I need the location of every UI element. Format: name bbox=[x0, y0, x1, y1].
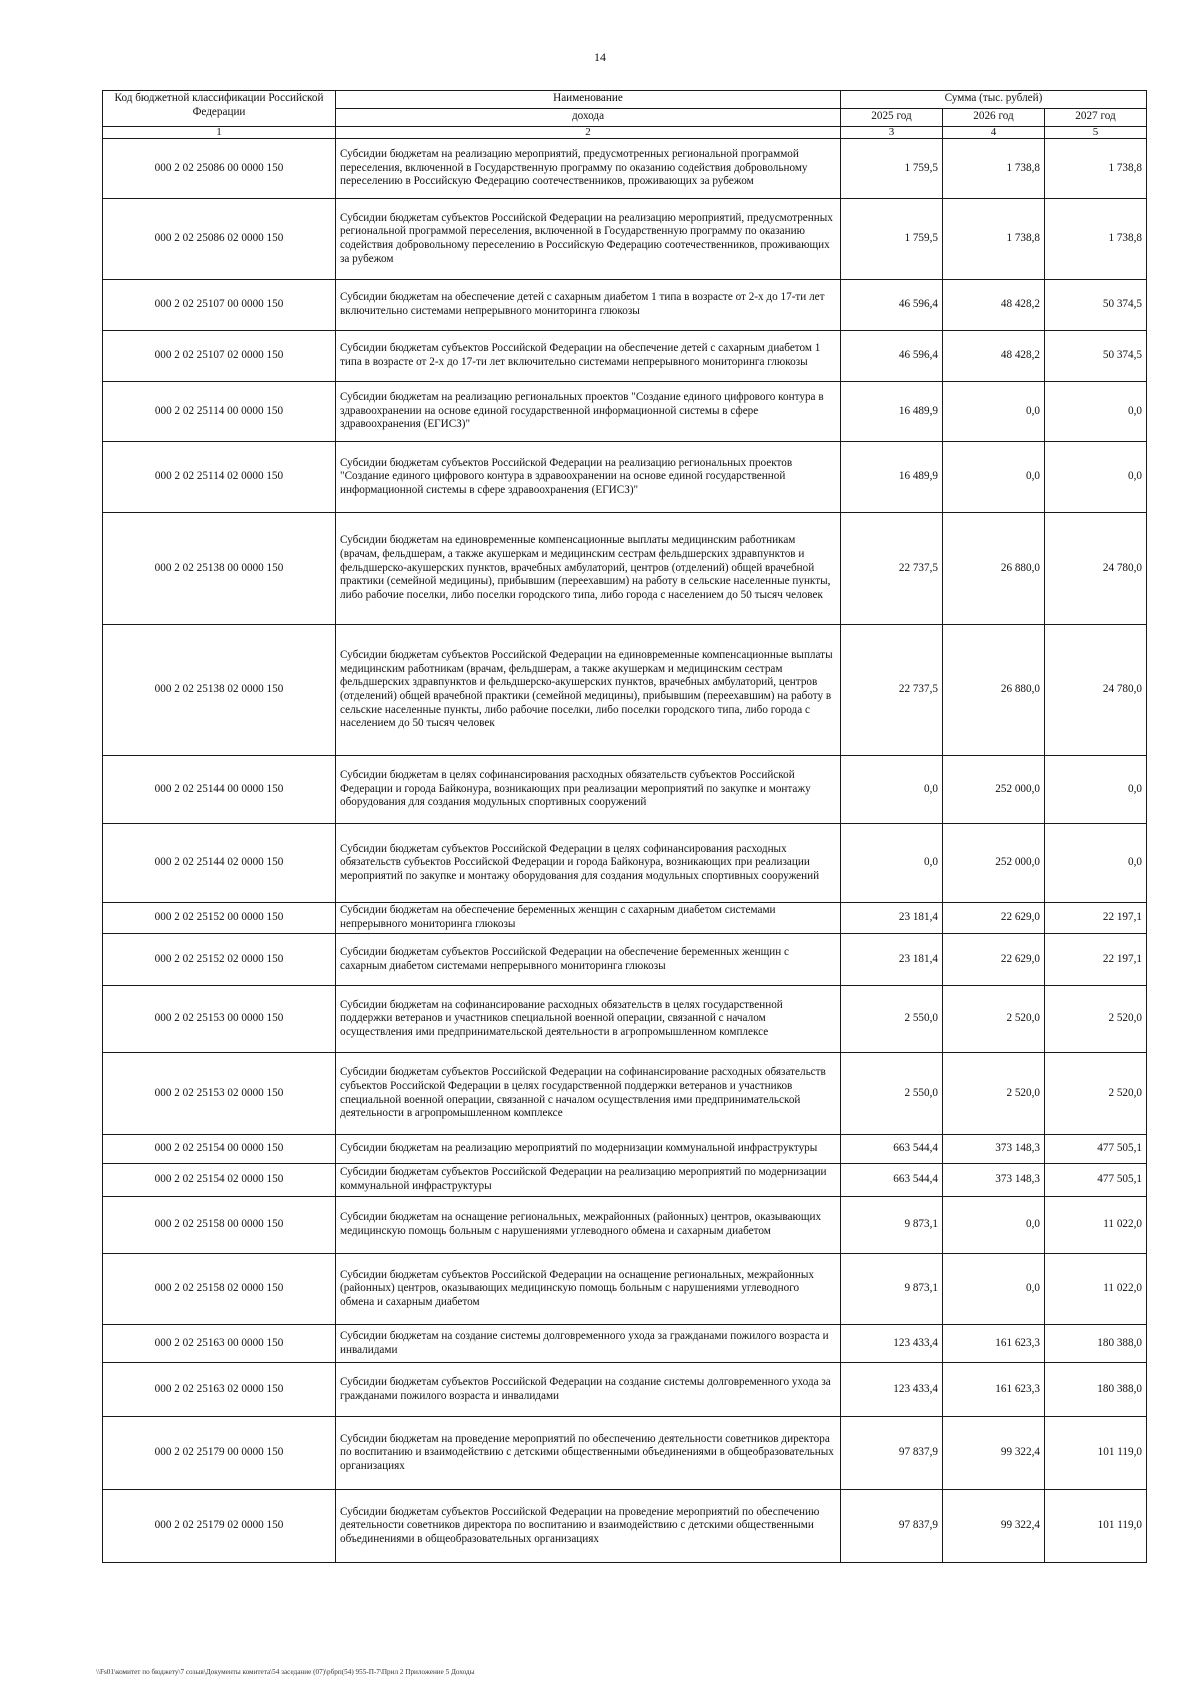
row-value-2027: 22 197,1 bbox=[1045, 934, 1147, 986]
row-value-2027: 477 505,1 bbox=[1045, 1135, 1147, 1164]
table-row bbox=[103, 934, 1147, 986]
row-value-2026: 161 623,3 bbox=[943, 1363, 1045, 1417]
row-value-2027: 180 388,0 bbox=[1045, 1325, 1147, 1363]
row-name: Субсидии бюджетам субъектов Российской Федерации на единовременные компенсационные выплаты медицинским работникам (врачам, фельдшерам, а также акушеркам и медицинским сестрам фельдшерских здравпунктов и фельдшерско-акушерских пунктов, врачебных амбулаторий, центров (отделений) общей врачебной практики (семейной медицины), прибывшим (переехавшим) на работу в сельские населенные пункты, либо рабочие поселки, либо поселки городского типа, либо города с населением до 50 тысяч человек bbox=[336, 625, 841, 756]
header-sum: Сумма (тыс. рублей) bbox=[841, 91, 1147, 109]
table-row bbox=[103, 1197, 1147, 1254]
row-value-2025: 9 873,1 bbox=[841, 1197, 943, 1254]
row-value-2025: 123 433,4 bbox=[841, 1363, 943, 1417]
row-value-2026: 252 000,0 bbox=[943, 824, 1045, 903]
table-row bbox=[103, 756, 1147, 824]
row-value-2027: 50 374,5 bbox=[1045, 331, 1147, 382]
row-code: 000 2 02 25144 00 0000 150 bbox=[103, 756, 336, 824]
row-value-2027: 101 119,0 bbox=[1045, 1417, 1147, 1490]
row-value-2026: 48 428,2 bbox=[943, 331, 1045, 382]
row-value-2025: 9 873,1 bbox=[841, 1254, 943, 1325]
row-code: 000 2 02 25153 00 0000 150 bbox=[103, 986, 336, 1053]
row-value-2025: 663 544,4 bbox=[841, 1135, 943, 1164]
row-name: Субсидии бюджетам на софинансирование расходных обязательств в целях государственной поддержки ветеранов и участников специальной военной операции, связанной с началом осуществления ими предпринимательской деятельности в агропромышленном комплексе bbox=[336, 986, 841, 1053]
header-name-line1: Наименование bbox=[336, 91, 841, 109]
row-code: 000 2 02 25144 02 0000 150 bbox=[103, 824, 336, 903]
row-value-2025: 46 596,4 bbox=[841, 331, 943, 382]
row-value-2026: 99 322,4 bbox=[943, 1490, 1045, 1563]
row-value-2026: 1 738,8 bbox=[943, 199, 1045, 280]
table-row bbox=[103, 1490, 1147, 1563]
table-body bbox=[103, 139, 1147, 1563]
table-row bbox=[103, 1363, 1147, 1417]
row-code: 000 2 02 25152 00 0000 150 bbox=[103, 903, 336, 934]
row-value-2025: 16 489,9 bbox=[841, 382, 943, 442]
row-value-2025: 22 737,5 bbox=[841, 513, 943, 625]
header-code: Код бюджетной классификации Российской Федерации bbox=[103, 91, 336, 127]
row-code: 000 2 02 25138 02 0000 150 bbox=[103, 625, 336, 756]
row-value-2026: 0,0 bbox=[943, 1254, 1045, 1325]
row-code: 000 2 02 25179 00 0000 150 bbox=[103, 1417, 336, 1490]
row-value-2026: 373 148,3 bbox=[943, 1135, 1045, 1164]
row-value-2026: 252 000,0 bbox=[943, 756, 1045, 824]
row-name: Субсидии бюджетам на реализацию мероприятий по модернизации коммунальной инфраструктуры bbox=[336, 1135, 841, 1164]
row-value-2025: 0,0 bbox=[841, 756, 943, 824]
header-name-line2: дохода bbox=[336, 109, 841, 127]
row-value-2026: 99 322,4 bbox=[943, 1417, 1045, 1490]
row-code: 000 2 02 25163 00 0000 150 bbox=[103, 1325, 336, 1363]
row-code: 000 2 02 25086 00 0000 150 bbox=[103, 139, 336, 199]
row-value-2026: 1 738,8 bbox=[943, 139, 1045, 199]
row-code: 000 2 02 25152 02 0000 150 bbox=[103, 934, 336, 986]
table-row bbox=[103, 513, 1147, 625]
row-code: 000 2 02 25154 00 0000 150 bbox=[103, 1135, 336, 1164]
row-name: Субсидии бюджетам в целях софинансирования расходных обязательств субъектов Российской Федерации и города Байконура, возникающих при реализации мероприятий по закупке и монтажу оборудования для создания модульных спортивных сооружений bbox=[336, 756, 841, 824]
row-name: Субсидии бюджетам на единовременные компенсационные выплаты медицинским работникам (врачам, фельдшерам, а также акушеркам и медицинским сестрам фельдшерских здравпунктов и фельдшерско-акушерских пунктов, врачебных амбулаторий, центров (отделений) общей врачебной практики (семейной медицины), прибывшим (переехавшим) на работу в сельские населенные пункты, либо рабочие поселки, либо поселки городского типа, либо города с населением до 50 тысяч человек bbox=[336, 513, 841, 625]
row-value-2026: 0,0 bbox=[943, 382, 1045, 442]
row-value-2027: 50 374,5 bbox=[1045, 280, 1147, 331]
table-row bbox=[103, 331, 1147, 382]
row-code: 000 2 02 25114 02 0000 150 bbox=[103, 442, 336, 513]
table-row bbox=[103, 139, 1147, 199]
row-name: Субсидии бюджетам субъектов Российской Федерации на проведение мероприятий по обеспечению деятельности советников директора по воспитанию и взаимодействию с детскими общественными объединениями в общеобразовательных организациях bbox=[336, 1490, 841, 1563]
page-number: 14 bbox=[594, 50, 606, 64]
row-value-2027: 2 520,0 bbox=[1045, 986, 1147, 1053]
table-row bbox=[103, 1417, 1147, 1490]
col-index-3: 3 bbox=[841, 127, 943, 139]
row-value-2025: 16 489,9 bbox=[841, 442, 943, 513]
row-value-2026: 161 623,3 bbox=[943, 1325, 1045, 1363]
row-name: Субсидии бюджетам субъектов Российской Федерации в целях софинансирования расходных обязательств субъектов Российской Федерации и города Байконура, возникающих при реализации мероприятий по закупке и монтажу оборудования для создания модульных спортивных сооружений bbox=[336, 824, 841, 903]
row-value-2025: 2 550,0 bbox=[841, 986, 943, 1053]
row-name: Субсидии бюджетам субъектов Российской Федерации на обеспечение детей с сахарным диабетом 1 типа в возрасте от 2-х до 17-ти лет включительно системами непрерывного мониторинга глюкозы bbox=[336, 331, 841, 382]
row-name: Субсидии бюджетам на оснащение региональных, межрайонных (районных) центров, оказывающих медицинскую помощь больным с нарушениями углеводного обмена и сахарным диабетом bbox=[336, 1197, 841, 1254]
table-row bbox=[103, 1254, 1147, 1325]
row-code: 000 2 02 25114 00 0000 150 bbox=[103, 382, 336, 442]
col-index-5: 5 bbox=[1045, 127, 1147, 139]
row-value-2027: 477 505,1 bbox=[1045, 1164, 1147, 1197]
row-value-2026: 373 148,3 bbox=[943, 1164, 1045, 1197]
row-name: Субсидии бюджетам субъектов Российской Федерации на реализацию мероприятий по модернизации коммунальной инфраструктуры bbox=[336, 1164, 841, 1197]
row-value-2027: 0,0 bbox=[1045, 824, 1147, 903]
row-value-2027: 22 197,1 bbox=[1045, 903, 1147, 934]
row-name: Субсидии бюджетам на обеспечение детей с сахарным диабетом 1 типа в возрасте от 2-х до 17-ти лет включительно системами непрерывного мониторинга глюкозы bbox=[336, 280, 841, 331]
row-name: Субсидии бюджетам субъектов Российской Федерации на оснащение региональных, межрайонных (районных) центров, оказывающих медицинскую помощь больным с нарушениями углеводного обмена и сахарным диабетом bbox=[336, 1254, 841, 1325]
row-value-2027: 11 022,0 bbox=[1045, 1197, 1147, 1254]
row-value-2025: 23 181,4 bbox=[841, 934, 943, 986]
row-code: 000 2 02 25158 00 0000 150 bbox=[103, 1197, 336, 1254]
row-name: Субсидии бюджетам на обеспечение беременных женщин с сахарным диабетом системами непрерывного мониторинга глюкозы bbox=[336, 903, 841, 934]
row-value-2025: 1 759,5 bbox=[841, 139, 943, 199]
row-name: Субсидии бюджетам на реализацию мероприятий, предусмотренных региональной программой переселения, включенной в Государственную программу по оказанию содействия добровольному переселению в Российскую Федерацию соотечественников, проживающих за рубежом bbox=[336, 139, 841, 199]
row-name: Субсидии бюджетам субъектов Российской Федерации на софинансирование расходных обязательств субъектов Российской Федерации в целях государственной поддержки ветеранов и участников специальной военной операции, связанной с началом осуществления ими предпринимательской деятельности в агропромышленном комплексе bbox=[336, 1053, 841, 1135]
row-value-2026: 2 520,0 bbox=[943, 1053, 1045, 1135]
row-value-2025: 663 544,4 bbox=[841, 1164, 943, 1197]
row-value-2025: 23 181,4 bbox=[841, 903, 943, 934]
row-code: 000 2 02 25163 02 0000 150 bbox=[103, 1363, 336, 1417]
table-row bbox=[103, 903, 1147, 934]
row-name: Субсидии бюджетам субъектов Российской Федерации на обеспечение беременных женщин с сахарным диабетом системами непрерывного мониторинга глюкозы bbox=[336, 934, 841, 986]
row-value-2025: 2 550,0 bbox=[841, 1053, 943, 1135]
row-code: 000 2 02 25179 02 0000 150 bbox=[103, 1490, 336, 1563]
row-value-2027: 0,0 bbox=[1045, 442, 1147, 513]
row-name: Субсидии бюджетам на проведение мероприятий по обеспечению деятельности советников директора по воспитанию и взаимодействию с детскими общественными объединениями в общеобразовательных организациях bbox=[336, 1417, 841, 1490]
row-value-2027: 0,0 bbox=[1045, 382, 1147, 442]
table-row bbox=[103, 625, 1147, 756]
row-value-2025: 1 759,5 bbox=[841, 199, 943, 280]
row-value-2027: 2 520,0 bbox=[1045, 1053, 1147, 1135]
table-row bbox=[103, 1135, 1147, 1164]
row-code: 000 2 02 25158 02 0000 150 bbox=[103, 1254, 336, 1325]
row-code: 000 2 02 25107 02 0000 150 bbox=[103, 331, 336, 382]
table-row bbox=[103, 280, 1147, 331]
row-value-2027: 1 738,8 bbox=[1045, 139, 1147, 199]
row-value-2026: 48 428,2 bbox=[943, 280, 1045, 331]
header-year-2026: 2026 год bbox=[943, 109, 1045, 127]
table-row bbox=[103, 442, 1147, 513]
row-value-2025: 22 737,5 bbox=[841, 625, 943, 756]
row-value-2027: 1 738,8 bbox=[1045, 199, 1147, 280]
header-year-2027: 2027 год bbox=[1045, 109, 1147, 127]
table-row bbox=[103, 199, 1147, 280]
row-value-2026: 0,0 bbox=[943, 442, 1045, 513]
row-value-2027: 0,0 bbox=[1045, 756, 1147, 824]
row-code: 000 2 02 25107 00 0000 150 bbox=[103, 280, 336, 331]
row-value-2025: 0,0 bbox=[841, 824, 943, 903]
footer-file-path: \\Fs01\комитет по бюджету\7 созыв\Документы комитета\54 заседание (07)\рбрп(54) 955-П-7\Прил 2 Приложение 5 Доходы bbox=[96, 1668, 475, 1676]
col-index-1: 1 bbox=[103, 127, 336, 139]
col-index-4: 4 bbox=[943, 127, 1045, 139]
row-value-2025: 123 433,4 bbox=[841, 1325, 943, 1363]
header-year-2025: 2025 год bbox=[841, 109, 943, 127]
table-row bbox=[103, 1325, 1147, 1363]
row-name: Субсидии бюджетам субъектов Российской Федерации на создание системы долговременного ухода за гражданами пожилого возраста и инвалидами bbox=[336, 1363, 841, 1417]
revenue-table bbox=[102, 90, 1147, 1563]
row-value-2025: 97 837,9 bbox=[841, 1490, 943, 1563]
row-value-2026: 0,0 bbox=[943, 1197, 1045, 1254]
row-code: 000 2 02 25153 02 0000 150 bbox=[103, 1053, 336, 1135]
row-value-2025: 97 837,9 bbox=[841, 1417, 943, 1490]
row-value-2027: 101 119,0 bbox=[1045, 1490, 1147, 1563]
row-name: Субсидии бюджетам субъектов Российской Федерации на реализацию мероприятий, предусмотренных региональной программой переселения, включенной в Государственную программу по оказанию содействия добровольному переселению в Российскую Федерацию соотечественников, проживающих за рубежом bbox=[336, 199, 841, 280]
row-value-2027: 24 780,0 bbox=[1045, 513, 1147, 625]
table-header bbox=[103, 91, 1147, 139]
table-row bbox=[103, 1053, 1147, 1135]
row-name: Субсидии бюджетам на создание системы долговременного ухода за гражданами пожилого возраста и инвалидами bbox=[336, 1325, 841, 1363]
row-name: Субсидии бюджетам субъектов Российской Федерации на реализацию региональных проектов "Создание единого цифрового контура в здравоохранении на основе единой государственной информационной системы в сфере здравоохранения (ЕГИСЗ)" bbox=[336, 442, 841, 513]
row-value-2027: 11 022,0 bbox=[1045, 1254, 1147, 1325]
row-value-2026: 22 629,0 bbox=[943, 903, 1045, 934]
table-row bbox=[103, 824, 1147, 903]
row-code: 000 2 02 25086 02 0000 150 bbox=[103, 199, 336, 280]
row-code: 000 2 02 25154 02 0000 150 bbox=[103, 1164, 336, 1197]
row-code: 000 2 02 25138 00 0000 150 bbox=[103, 513, 336, 625]
row-value-2025: 46 596,4 bbox=[841, 280, 943, 331]
col-index-2: 2 bbox=[336, 127, 841, 139]
row-value-2026: 26 880,0 bbox=[943, 625, 1045, 756]
row-name: Субсидии бюджетам на реализацию региональных проектов "Создание единого цифрового контура в здравоохранении на основе единой государственной информационной системы в сфере здравоохранения (ЕГИСЗ)" bbox=[336, 382, 841, 442]
row-value-2027: 24 780,0 bbox=[1045, 625, 1147, 756]
row-value-2027: 180 388,0 bbox=[1045, 1363, 1147, 1417]
table-row bbox=[103, 382, 1147, 442]
table-row bbox=[103, 986, 1147, 1053]
row-value-2026: 22 629,0 bbox=[943, 934, 1045, 986]
row-value-2026: 26 880,0 bbox=[943, 513, 1045, 625]
table-row bbox=[103, 1164, 1147, 1197]
row-value-2026: 2 520,0 bbox=[943, 986, 1045, 1053]
